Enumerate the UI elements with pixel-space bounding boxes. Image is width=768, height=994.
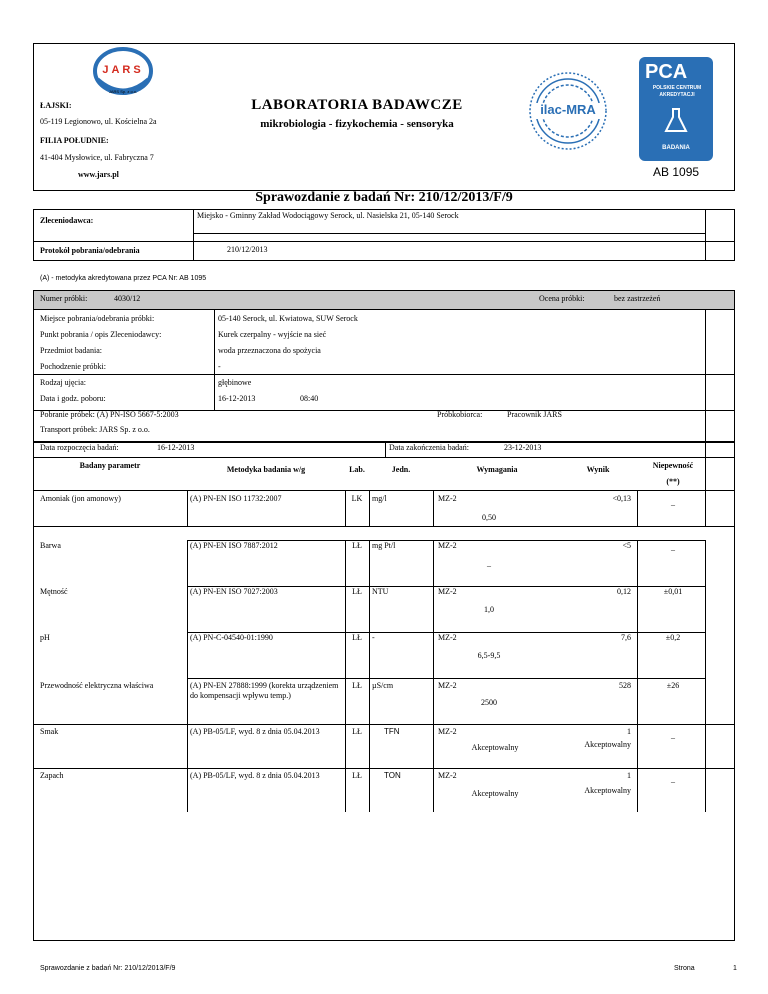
header-result: Wynik bbox=[586, 465, 610, 474]
cell-method: (A) PN-EN 27888:1999 (korekta urządzeniem do kompensacji wpływu temp.) bbox=[190, 681, 339, 700]
cell-param: Smak bbox=[40, 727, 59, 736]
sampling-time: 08:40 bbox=[300, 394, 319, 403]
header-lab: Lab. bbox=[349, 465, 365, 474]
dates-box bbox=[33, 442, 735, 458]
cell-method: (A) PN-C-04540-01:1990 bbox=[190, 633, 273, 642]
header-uncertainty: Niepewność bbox=[652, 461, 694, 470]
sample-number-value: 4030/12 bbox=[114, 294, 141, 303]
client-value: Miejsko - Gminny Zakład Wodociągowy Serock, ul. Nasielska 21, 05-140 Serock bbox=[197, 211, 459, 220]
header-unit: Jedn. bbox=[391, 465, 411, 474]
cell-uncertainty: _ bbox=[671, 543, 675, 552]
cell-req-code: MZ-2 bbox=[438, 771, 457, 780]
pca-logo bbox=[639, 57, 713, 161]
cell-req-value: _ bbox=[487, 559, 491, 568]
cell-result: 1 bbox=[627, 727, 631, 736]
end-date-value: 23-12-2013 bbox=[504, 443, 542, 452]
lab-title: LABORATORIA BADAWCZE bbox=[251, 97, 463, 113]
cell-req-value: Akceptowalny bbox=[471, 743, 519, 752]
cell-result-text: Akceptowalny bbox=[584, 740, 631, 749]
end-date-label: Data zakończenia badań: bbox=[389, 443, 469, 452]
pca-sub2: AKREDYTACJI bbox=[659, 92, 695, 98]
cell-param: pH bbox=[40, 633, 50, 642]
cell-lab: LŁ bbox=[352, 587, 362, 596]
pca-badania: BADANIA bbox=[662, 145, 690, 151]
accreditation-number: AB 1095 bbox=[653, 165, 700, 179]
cell-result: 1 bbox=[627, 771, 631, 780]
cell-result-text: Akceptowalny bbox=[584, 786, 631, 795]
cell-result: <5 bbox=[622, 541, 631, 550]
footer-page-number: 1 bbox=[733, 965, 737, 972]
cell-uncertainty: _ bbox=[671, 731, 675, 740]
cell-req-code: MZ-2 bbox=[438, 587, 457, 596]
sample-row-value: woda przeznaczona do spożycia bbox=[218, 346, 321, 355]
jars-logo-text: JARS bbox=[102, 64, 144, 76]
cell-method: (A) PN-EN ISO 11732:2007 bbox=[190, 494, 282, 503]
pca-sub1: POLSKIE CENTRUM bbox=[652, 85, 702, 91]
sample-row-label: Przedmiot badania: bbox=[40, 346, 102, 355]
cell-param: Barwa bbox=[40, 541, 61, 550]
sample-row-value: głębinowe bbox=[218, 378, 252, 387]
cell-param: Amoniak (jon amonowy) bbox=[40, 494, 121, 503]
cell-unit: mg Pt/l bbox=[372, 541, 396, 550]
cell-req-value: 1,0 bbox=[484, 605, 494, 614]
header-param: Badany parametr bbox=[79, 461, 141, 470]
protocol-label: Protokół pobrania/odebrania bbox=[40, 246, 140, 255]
sample-row-label: Rodzaj ujęcia: bbox=[40, 378, 86, 387]
sample-row-label: Data i godz. poboru: bbox=[40, 394, 106, 403]
header-req: Wymagania bbox=[476, 465, 518, 474]
cell-lab: LŁ bbox=[352, 727, 362, 736]
cell-method: (A) PN-EN ISO 7027:2003 bbox=[190, 587, 278, 596]
cell-result: 0,12 bbox=[617, 587, 631, 596]
pca-logo-text: PCA bbox=[645, 61, 688, 83]
cell-unit: mg/l bbox=[372, 494, 387, 503]
hq-address: 05-119 Legionowo, ul. Kościelna 2a bbox=[40, 117, 157, 126]
website: www.jars.pl bbox=[78, 170, 119, 179]
cell-req-code: MZ-2 bbox=[438, 681, 457, 690]
jars-logo bbox=[82, 45, 164, 101]
start-date-value: 16-12-2013 bbox=[157, 443, 195, 452]
sample-row-value: 16-12-2013 bbox=[218, 394, 256, 403]
cell-result: <0,13 bbox=[612, 494, 631, 503]
hq-name: ŁAJSKI: bbox=[40, 101, 72, 110]
cell-param: Mętność bbox=[40, 587, 68, 596]
report-title: Sprawozdanie z badań Nr: 210/12/2013/F/9 bbox=[255, 190, 513, 205]
sample-number-label: Numer próbki: bbox=[40, 294, 88, 303]
cell-uncertainty: _ bbox=[671, 498, 675, 507]
cell-lab: LŁ bbox=[352, 633, 362, 642]
sample-row-value: 05-140 Serock, ul. Kwiatowa, SUW Serock bbox=[218, 314, 358, 323]
cell-result: 528 bbox=[619, 681, 631, 690]
cell-unit: TFN bbox=[384, 727, 400, 736]
sample-row-label: Pochodzenie próbki: bbox=[40, 362, 106, 371]
cell-req-value: Akceptowalny bbox=[471, 789, 519, 798]
jars-logo-sub: JARS Sp. z o.o. bbox=[108, 89, 138, 94]
sample-row-label: Miejsce pobrania/odebrania próbki: bbox=[40, 314, 155, 323]
flask-icon bbox=[664, 107, 688, 135]
cell-unit: µS/cm bbox=[372, 681, 394, 690]
lab-subtitle: mikrobiologia - fizykochemia - sensoryka bbox=[260, 118, 454, 130]
assessment-label: Ocena próbki: bbox=[539, 294, 585, 303]
protocol-value: 210/12/2013 bbox=[227, 245, 268, 254]
accredited-note: (A) - metodyka akredytowana przez PCA Nr: AB 1095 bbox=[40, 275, 207, 282]
sampling-method: Pobranie próbek: (A) PN-ISO 5667-5:2003 bbox=[40, 410, 179, 419]
sampler-value: Pracownik JARS bbox=[507, 410, 562, 419]
footer-page-label: Strona bbox=[674, 965, 695, 972]
cell-lab: LŁ bbox=[352, 541, 362, 550]
sampler-label: Próbkobiorca: bbox=[437, 410, 483, 419]
cell-req-code: MZ-2 bbox=[438, 541, 457, 550]
cell-result: 7,6 bbox=[621, 633, 631, 642]
sample-row-value: Kurek czerpalny - wyjście na sieć bbox=[218, 330, 327, 339]
assessment-value: bez zastrzeżeń bbox=[614, 294, 661, 303]
cell-lab: LŁ bbox=[352, 771, 362, 780]
ilac-mra-logo bbox=[527, 70, 609, 152]
ilac-mra-text: ilac-MRA bbox=[540, 102, 596, 117]
sample-row-value: - bbox=[218, 362, 221, 371]
branch-address: 41-404 Mysłowice, ul. Fabryczna 7 bbox=[40, 153, 154, 162]
cell-req-value: 0,50 bbox=[482, 513, 496, 522]
cell-uncertainty: ±0,2 bbox=[665, 633, 681, 642]
cell-unit: NTU bbox=[372, 587, 389, 596]
cell-unit: - bbox=[372, 633, 375, 642]
cell-method: (A) PB-05/LF, wyd. 8 z dnia 05.04.2013 bbox=[190, 727, 320, 736]
cell-method: (A) PB-05/LF, wyd. 8 z dnia 05.04.2013 bbox=[190, 771, 320, 780]
cell-req-value: 6,5-9,5 bbox=[477, 651, 501, 660]
header-uncertainty-note: (**) bbox=[666, 477, 680, 486]
footer-report-number: Sprawozdanie z badań Nr: 210/12/2013/F/9 bbox=[40, 965, 176, 972]
cell-param: Zapach bbox=[40, 771, 64, 780]
cell-req-code: MZ-2 bbox=[438, 727, 457, 736]
cell-method: (A) PN-EN ISO 7887:2012 bbox=[190, 541, 278, 550]
cell-param: Przewodność elektryczna właściwa bbox=[40, 681, 154, 690]
transport: Transport próbek: JARS Sp. z o.o. bbox=[40, 425, 150, 434]
cell-uncertainty: _ bbox=[671, 775, 675, 784]
cell-lab: LŁ bbox=[352, 681, 362, 690]
cell-req-value: 2500 bbox=[481, 698, 497, 707]
sample-row-label: Punkt pobrania / opis Zleceniodawcy: bbox=[40, 330, 162, 339]
cell-uncertainty: ±0,01 bbox=[663, 587, 683, 596]
cell-unit: TON bbox=[384, 771, 401, 780]
client-label: Zleceniodawca: bbox=[40, 216, 94, 225]
branch-name: FILIA POŁUDNIE: bbox=[40, 136, 109, 145]
cell-uncertainty: ±26 bbox=[666, 681, 680, 690]
cell-req-code: MZ-2 bbox=[438, 494, 457, 503]
start-date-label: Data rozpoczęcia badań: bbox=[40, 443, 119, 452]
header-method: Metodyka badania w/g bbox=[226, 465, 306, 474]
cell-req-code: MZ-2 bbox=[438, 633, 457, 642]
cell-lab: LK bbox=[351, 494, 363, 503]
